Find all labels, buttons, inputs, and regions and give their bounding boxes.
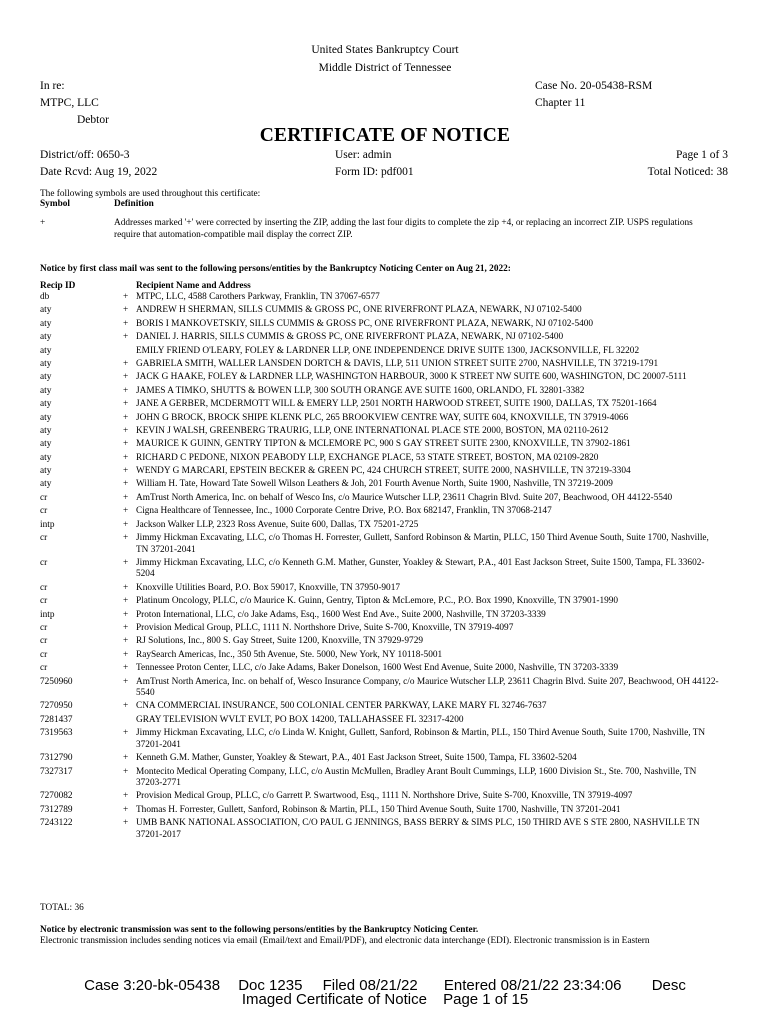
recip-id: cr: [40, 622, 48, 633]
correction-symbol: +: [123, 519, 129, 530]
recipient-address: Proton International, LLC, c/o Jake Adams, Esq., 1600 West End Ave., Suite 2000, Nashville, TN 37203-3339: [136, 609, 546, 620]
electronic-notice-text: Electronic transmission includes sending notices via email (Email/text and Email/PDF), and electronic data interchange (EDI). Electronic transmission is in Eastern: [40, 936, 650, 946]
table-row: [40, 767, 720, 790]
table-row: [40, 292, 720, 304]
table-row: [40, 753, 720, 765]
user: User: admin: [335, 149, 392, 161]
correction-symbol: +: [123, 452, 129, 463]
correction-symbol: +: [123, 372, 129, 383]
table-row: [40, 493, 720, 505]
recipient-address: JAMES A TIMKO, SHUTTS & BOWEN LLP, 300 SOUTH ORANGE AVE SUITE 1600, ORLANDO, FL 32801-3382: [136, 385, 585, 396]
table-row: [40, 332, 720, 344]
correction-symbol: +: [123, 358, 129, 369]
table-row: [40, 466, 720, 478]
recipient-address: Knoxville Utilities Board, P.O. Box 59017, Knoxville, TN 37950-9017: [136, 582, 401, 593]
table-row: [40, 426, 720, 438]
definition-column-header: Definition: [114, 199, 154, 209]
recip-id: aty: [40, 372, 52, 383]
recip-id: 7312789: [40, 804, 73, 815]
recip-id: 7281437: [40, 714, 73, 725]
correction-symbol: +: [123, 305, 129, 316]
recipient-address: RaySearch Americas, Inc., 350 5th Avenue, Ste. 5000, New York, NY 10118-5001: [136, 649, 443, 660]
correction-symbol: +: [123, 466, 129, 477]
recipient-address: Provision Medical Group, PLLC, c/o Garrett P. Swartwood, Esq., 1111 N. Northshore Drive, Suite S-700, Knoxville, TN 37919-4097: [136, 791, 633, 802]
correction-symbol: +: [123, 649, 129, 660]
table-row: [40, 346, 720, 358]
correction-symbol: +: [123, 663, 129, 674]
symbol-column-header: Symbol: [40, 199, 70, 209]
table-row: [40, 583, 720, 595]
recip-id: 7250960: [40, 676, 73, 687]
correction-symbol: +: [123, 533, 129, 544]
recipient-address: JACK G HAAKE, FOLEY & LARDNER LLP, WASHINGTON HARBOUR, 3000 K STREET NW SUITE 600, WASHINGTON, DC 20007-5111: [136, 372, 687, 383]
date-received: Date Rcvd: Aug 19, 2022: [40, 166, 158, 178]
recip-id: cr: [40, 557, 48, 568]
legend-definition: Addresses marked '+' were corrected by inserting the ZIP, adding the last four digits to complete the zip +4, or replacing an incorrect ZIP. USPS regulations require that automation-compatible mail display the correct ZIP.: [114, 218, 693, 240]
recipient-address: CNA COMMERCIAL INSURANCE, 500 COLONIAL CENTER PARKWAY, LAKE MARY FL 32746-7637: [136, 701, 547, 712]
correction-symbol: +: [123, 332, 129, 343]
recip-id: cr: [40, 492, 48, 503]
recip-id: aty: [40, 358, 52, 369]
table-row: [40, 558, 720, 581]
recip-id: db: [40, 292, 50, 302]
recipient-address: UMB BANK NATIONAL ASSOCIATION, C/O PAUL G JENNINGS, BASS BERRY & SIMS PLC, 150 THIRD AVE S STE 2800, NASHVILLE TN 37201-2017: [136, 818, 700, 840]
recip-id: cr: [40, 582, 48, 593]
in-re-label: In re:: [40, 80, 65, 92]
correction-symbol: +: [123, 492, 129, 503]
recip-id: 7243122: [40, 818, 73, 829]
correction-symbol: +: [123, 582, 129, 593]
correction-symbol: +: [123, 728, 129, 739]
correction-symbol: +: [123, 636, 129, 647]
table-row: [40, 399, 720, 411]
table-row: [40, 533, 720, 556]
table-row: [40, 506, 720, 518]
table-row: [40, 386, 720, 398]
page-indicator: Page 1 of 3: [675, 149, 728, 161]
table-row: [40, 715, 720, 727]
table-row: [40, 479, 720, 491]
recip-id: aty: [40, 332, 52, 343]
recip-id: aty: [40, 466, 52, 477]
recipient-list: [40, 292, 720, 843]
recipient-address: William H. Tate, Howard Tate Sowell Wilson Leathers & Joh, 201 Fourth Avenue North, Suite 1900, Nashville, TN 37219-2009: [136, 479, 613, 490]
recipient-address: BORIS I MANKOVETSKIY, SILLS CUMMIS & GROSS PC, ONE RIVERFRONT PLAZA, NEWARK, NJ 07102-5400: [136, 318, 594, 329]
table-row: [40, 359, 720, 371]
correction-symbol: +: [123, 412, 129, 423]
correction-symbol: +: [123, 766, 129, 777]
table-row: [40, 728, 720, 751]
table-row: [40, 596, 720, 608]
table-row: [40, 305, 720, 317]
correction-symbol: +: [123, 318, 129, 329]
recip-id: intp: [40, 519, 55, 530]
recip-id: 7327317: [40, 766, 73, 777]
table-row: [40, 818, 720, 841]
recipient-address: Montecito Medical Operating Company, LLC, c/o Austin McMullen, Bradley Arant Boult Cummings, LLP, 1600 Division St., Ste. 700, Nashville, TN 37203-2771: [136, 766, 697, 788]
recipient-address: KEVIN J WALSH, GREENBERG TRAURIG, LLP, ONE INTERNATIONAL PLACE STE 2000, BOSTON, MA 02110-2612: [136, 425, 609, 436]
table-row: [40, 650, 720, 662]
recipient-address: AmTrust North America, Inc. on behalf of Wesco Ins, c/o Maurice Wutscher LLP, 23611 Chagrin Blvd. Suite 207, Beachwood, OH 44122-5540: [136, 492, 673, 503]
correction-symbol: +: [123, 676, 129, 687]
electronic-notice-heading: Notice by electronic transmission was sent to the following persons/entities by the Bankruptcy Noticing Center.: [40, 925, 479, 935]
footer-filed: Filed 08/21/22: [322, 977, 418, 994]
court-district: Middle District of Tennessee: [318, 62, 452, 74]
recip-id: cr: [40, 506, 48, 517]
recipient-address: Thomas H. Forrester, Gullett, Sanford, Robinson & Martin, PLL, 150 Third Avenue South, Suite 1700, Nashville, TN 37201-2041: [136, 804, 621, 815]
correction-symbol: +: [123, 622, 129, 633]
total-count: TOTAL: 36: [40, 903, 84, 913]
recipient-address: Jimmy Hickman Excavating, LLC, c/o Thomas H. Forrester, Gullett, Sanford Robinson & Martin, PLLC, 150 Third Avenue South, Suite 1700, Nashville, TN 37201-2041: [136, 533, 709, 555]
table-row: [40, 805, 720, 817]
correction-symbol: +: [123, 818, 129, 829]
recip-id: aty: [40, 479, 52, 490]
district-office: District/off: 0650-3: [40, 149, 130, 161]
symbols-intro: The following symbols are used throughout this certificate:: [40, 189, 261, 199]
footer-imaged: Imaged Certificate of Notice: [241, 991, 427, 1008]
recip-id-header: Recip ID: [40, 281, 76, 291]
correction-symbol: +: [123, 385, 129, 396]
legend-symbol: +: [40, 218, 46, 228]
correction-symbol: +: [123, 425, 129, 436]
recipient-address: RICHARD C PEDONE, NIXON PEABODY LLP, EXCHANGE PLACE, 53 STATE STREET, BOSTON, MA 02109-2820: [136, 452, 599, 463]
footer-case: Case 3:20-bk-05438: [84, 977, 221, 994]
recipient-address: Kenneth G.M. Mather, Gunster, Yoakley & Stewart, P.A., 401 East Jackson Street, Suite 1500, Tampa, FL 33602-5204: [136, 753, 577, 764]
correction-symbol: +: [123, 399, 129, 410]
correction-symbol: +: [123, 701, 129, 712]
correction-symbol: +: [123, 791, 129, 802]
footer-desc: Desc: [651, 977, 686, 994]
correction-symbol: +: [123, 804, 129, 815]
recipient-address: MAURICE K GUINN, GENTRY TIPTON & MCLEMORE PC, 900 S GAY STREET SUITE 2300, KNOXVILLE, TN 37902-1861: [136, 439, 631, 450]
recipient-address: Platinum Oncology, PLLC, c/o Maurice K. Guinn, Gentry, Tipton & McLemore, P.C., P.O. Box 1990, Knoxville, TN 37901-1990: [136, 596, 619, 607]
recipient-address: DANIEL J. HARRIS, SILLS CUMMIS & GROSS PC, ONE RIVERFRONT PLAZA, NEWARK, NJ 07102-5400: [136, 332, 564, 343]
footer-entered: Entered 08/21/22 23:34:06: [443, 977, 622, 994]
court-name: United States Bankruptcy Court: [311, 44, 459, 56]
correction-symbol: +: [123, 439, 129, 450]
case-number: Case No. 20-05438-RSM: [535, 80, 653, 92]
footer-page: Page 1 of 15: [443, 991, 529, 1008]
recip-id: aty: [40, 305, 52, 316]
recipient-address: ANDREW H SHERMAN, SILLS CUMMIS & GROSS PC, ONE RIVERFRONT PLAZA, NEWARK, NJ 07102-5400: [136, 305, 582, 316]
recip-id: 7270082: [40, 791, 73, 802]
recip-id: cr: [40, 649, 48, 660]
table-row: [40, 636, 720, 648]
table-row: [40, 677, 720, 700]
recipient-address: WENDY G MARCARI, EPSTEIN BECKER & GREEN PC, 424 CHURCH STREET, SUITE 2000, NASHVILLE, TN 37219-3304: [136, 466, 631, 477]
recipient-address: Jimmy Hickman Excavating, LLC, c/o Linda W. Knight, Gullett, Sanford, Robinson & Martin, PLL, 150 Third Avenue South, Suite 1700, Nashville, TN 37201-2041: [136, 728, 706, 750]
recip-id: aty: [40, 399, 52, 410]
recipient-address: Tennessee Proton Center, LLC, c/o Jake Adams, Baker Donelson, 1600 West End Avenue, Suite 2000, Nashville, TN 37203-3339: [136, 663, 619, 674]
table-row: [40, 413, 720, 425]
recipient-address: MTPC, LLC, 4588 Carothers Parkway, Franklin, TN 37067-6577: [136, 292, 380, 302]
recipient-address: AmTrust North America, Inc. on behalf of, Wesco Insurance Company, c/o Maurice Wutscher LLP, 23611 Chagrin Blvd. Suite 207, Beachwood, OH 44122-5540: [136, 676, 719, 699]
recipient-address: Jackson Walker LLP, 2323 Ross Avenue, Suite 600, Dallas, TX 75201-2725: [136, 519, 419, 530]
table-row: [40, 663, 720, 675]
recip-id: 7312790: [40, 753, 73, 764]
recip-id: 7270950: [40, 701, 73, 712]
table-row: [40, 701, 720, 713]
recip-id: aty: [40, 412, 52, 423]
recipient-address: EMILY FRIEND O'LEARY, FOLEY & LARDNER LLP, ONE INDEPENDENCE DRIVE SUITE 1300, JACKSONVILLE, FL 32202: [136, 345, 640, 356]
recip-id: cr: [40, 533, 48, 544]
recip-id: cr: [40, 596, 48, 607]
recip-id: cr: [40, 636, 48, 647]
recip-id: aty: [40, 345, 52, 356]
table-row: [40, 610, 720, 622]
table-row: [40, 372, 720, 384]
recipient-address: GRAY TELEVISION WVLT EVLT, PO BOX 14200, TALLAHASSEE FL 32317-4200: [136, 714, 464, 725]
recip-id: aty: [40, 385, 52, 396]
recip-id: intp: [40, 609, 55, 620]
filing-stamp-line2: [0, 991, 770, 1008]
table-row: [40, 520, 720, 532]
recip-id: aty: [40, 425, 52, 436]
recip-id: cr: [40, 663, 48, 674]
mail-notice-heading: Notice by first class mail was sent to the following persons/entities by the Bankruptcy Noticing Center on Aug 21, 2022:: [40, 264, 511, 274]
table-row: [40, 439, 720, 451]
recipient-address: Provision Medical Group, PLLC, 1111 N. Northshore Drive, Suite S-700, Knoxville, TN 37919-4097: [136, 622, 514, 633]
recip-id: 7319563: [40, 728, 73, 739]
page-title: CERTIFICATE OF NOTICE: [259, 125, 511, 146]
correction-symbol: +: [123, 609, 129, 620]
table-row: [40, 791, 720, 803]
form-id: Form ID: pdf001: [335, 166, 414, 178]
correction-symbol: +: [123, 557, 129, 568]
debtor-label: Debtor: [77, 114, 109, 126]
recipient-address: Cigna Healthcare of Tennessee, Inc., 1000 Corporate Centre Drive, P.O. Box 682147, Franklin, TN 37068-2147: [136, 506, 552, 517]
debtor-name: MTPC, LLC: [40, 97, 99, 109]
recip-id: aty: [40, 439, 52, 450]
recipient-address: JOHN G BROCK, BROCK SHIPE KLENK PLC, 265 BROOKVIEW CENTRE WAY, SUITE 604, KNOXVILLE, TN 37919-4066: [136, 412, 629, 423]
recipient-address: GABRIELA SMITH, WALLER LANSDEN DORTCH & DAVIS, LLP, 511 UNION STREET SUITE 2700, NASHVILLE, TN 37219-1791: [136, 358, 659, 369]
total-noticed: Total Noticed: 38: [647, 166, 728, 178]
correction-symbol: +: [123, 753, 129, 764]
recipient-address: JANE A GERBER, MCDERMOTT WILL & EMERY LLP, 2501 NORTH HARWOOD STREET, SUITE 1900, DALLAS, TX 75201-1664: [136, 399, 657, 410]
table-row: [40, 453, 720, 465]
recipient-address: Jimmy Hickman Excavating, LLC, c/o Kenneth G.M. Mather, Gunster, Yoakley & Stewart, P.A., 401 East Jackson Street, Suite 1500, Tampa, FL 33602-5204: [136, 557, 705, 580]
table-row: [40, 319, 720, 331]
recipient-address: RJ Solutions, Inc., 800 S. Gay Street, Suite 1200, Knoxville, TN 37929-9729: [136, 636, 423, 647]
chapter: Chapter 11: [535, 97, 586, 109]
recip-id: aty: [40, 318, 52, 329]
recipient-name-header: Recipient Name and Address: [136, 281, 251, 291]
recip-id: aty: [40, 452, 52, 463]
correction-symbol: +: [123, 292, 129, 302]
correction-symbol: +: [123, 479, 129, 490]
table-row: [40, 623, 720, 635]
correction-symbol: +: [123, 596, 129, 607]
footer-doc: Doc 1235: [238, 977, 303, 994]
correction-symbol: +: [123, 506, 129, 517]
